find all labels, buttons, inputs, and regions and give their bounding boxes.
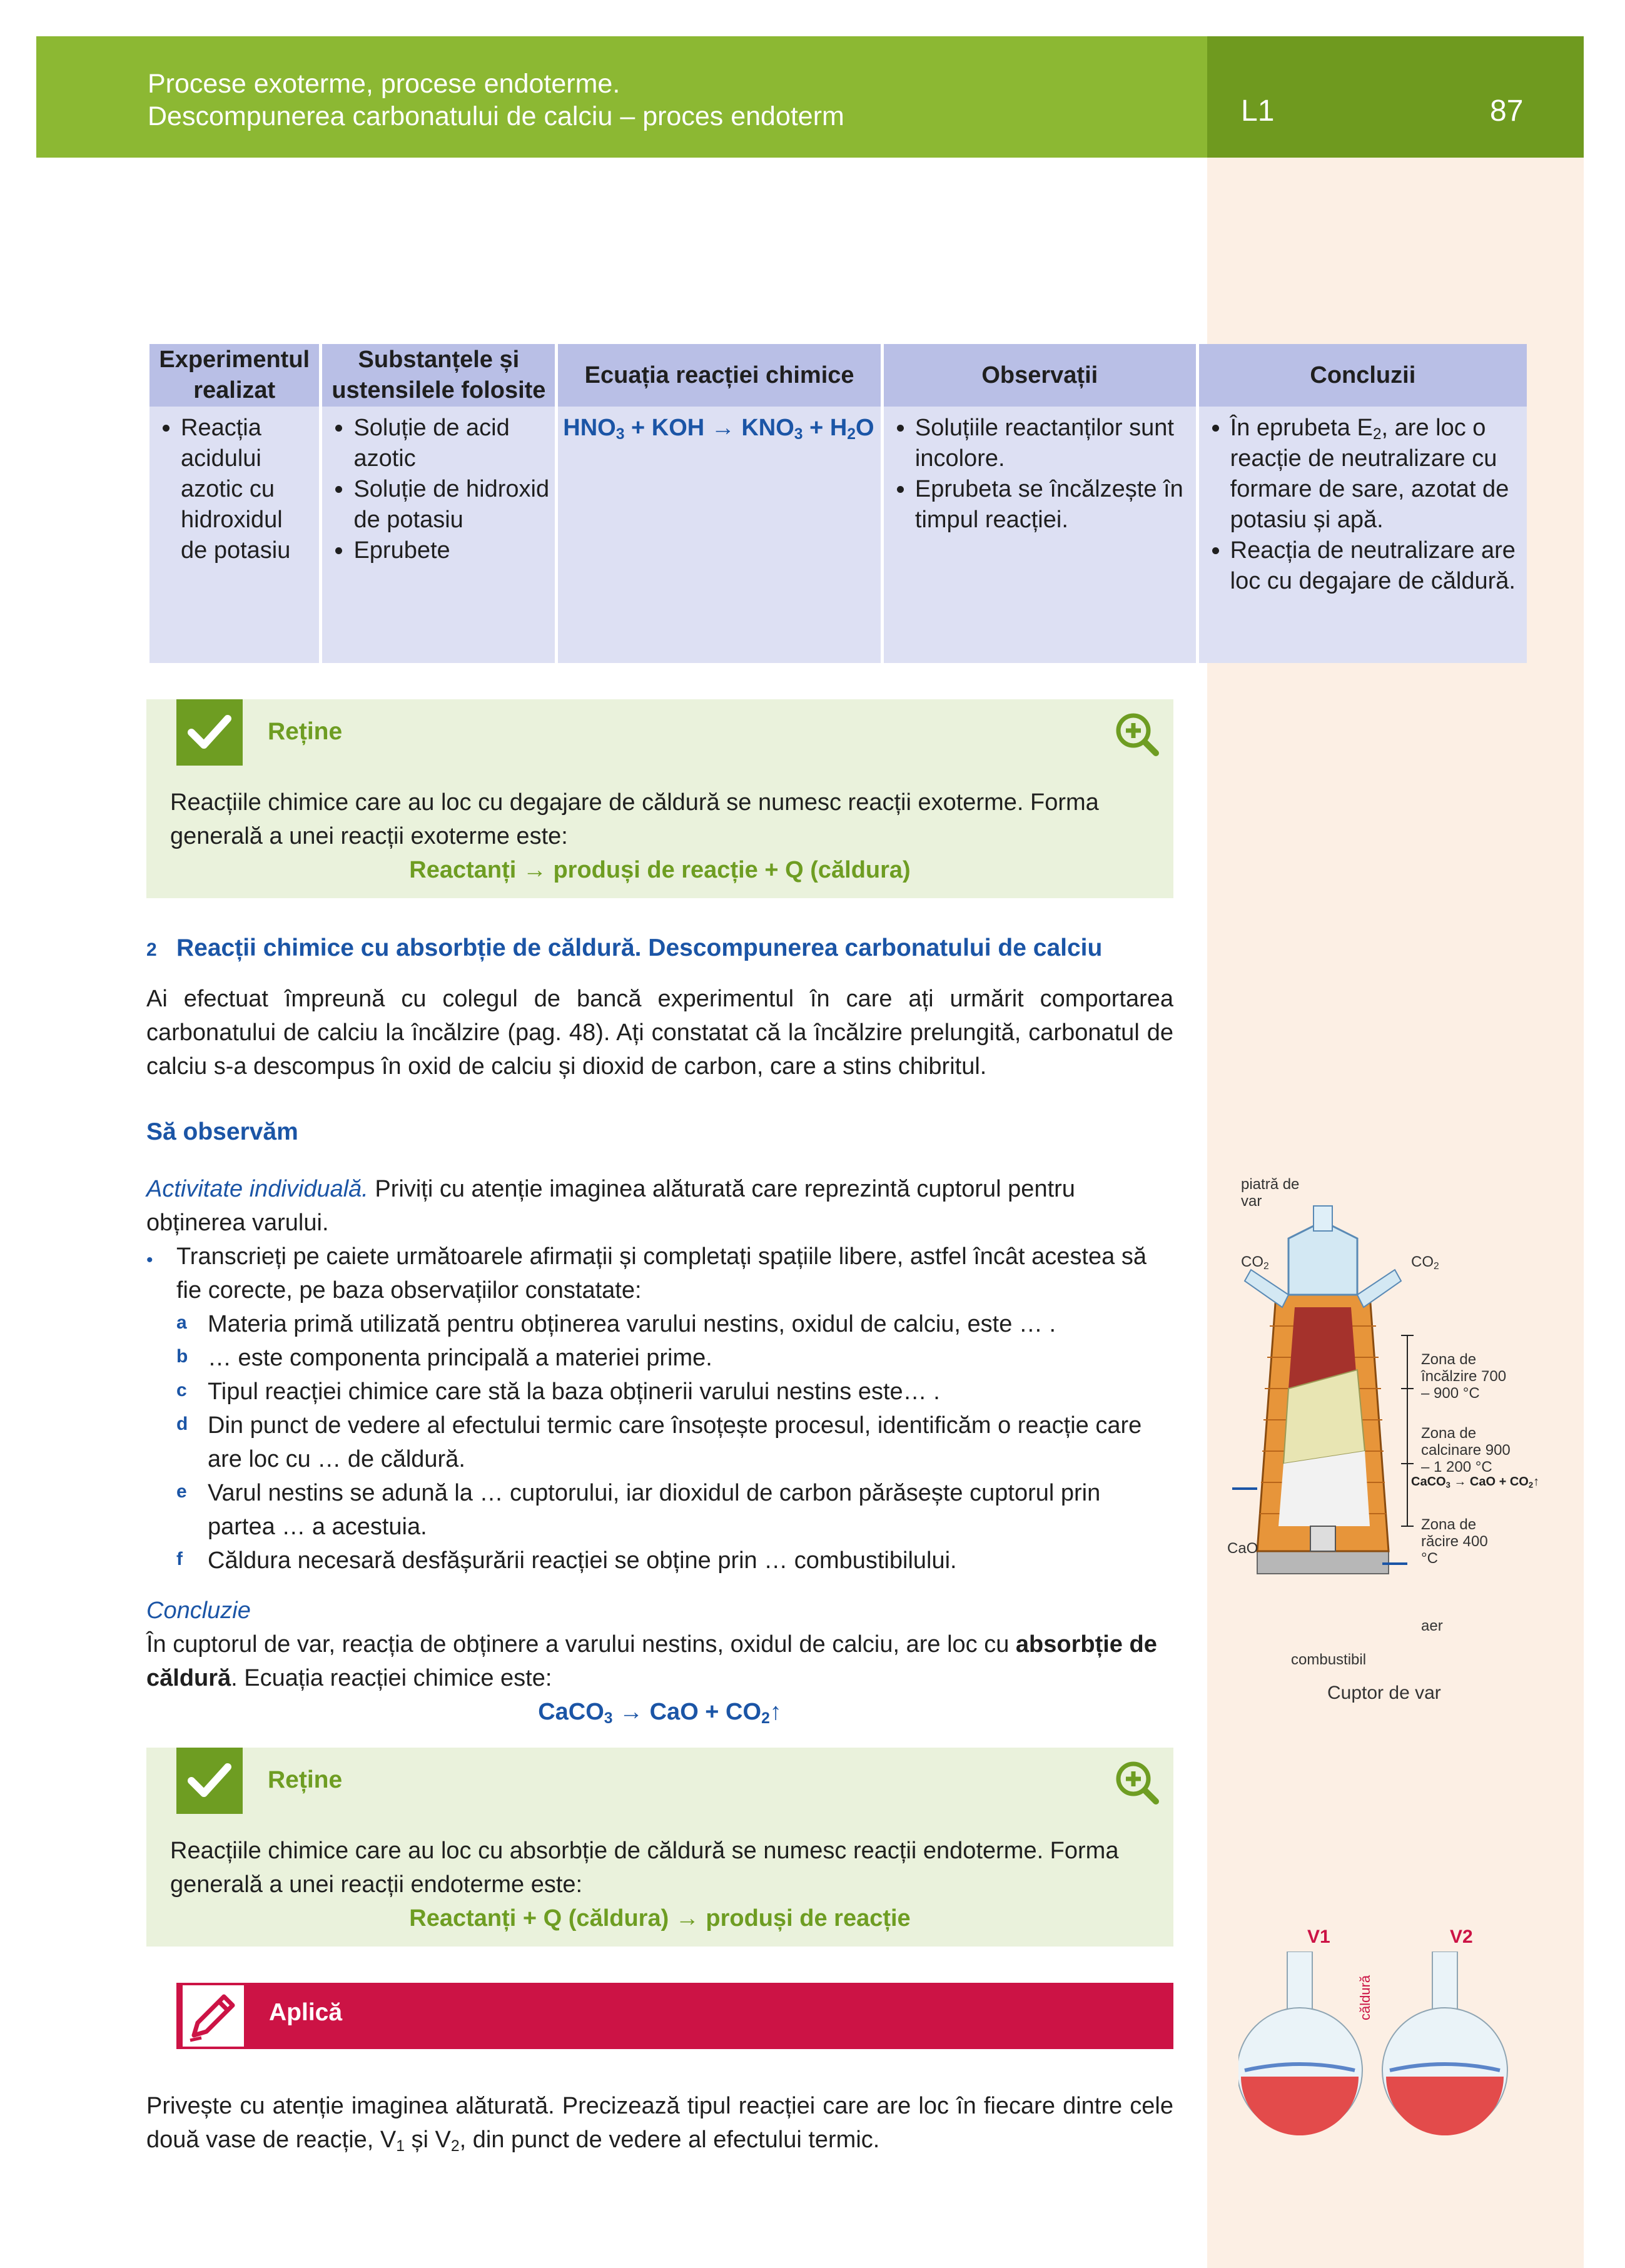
list-item: • În eprubeta $E_2$, are loc o reacție de neutralizare cu formare de sare, azotat de potasiu și apă. (1230, 413, 1522, 535)
kiln-caption: Cuptor de var (1327, 1683, 1441, 1703)
list-item: • Soluție de hidroxid de potasiu (353, 474, 550, 535)
aplica-gap (146, 1983, 176, 2049)
checkmark-icon (176, 699, 243, 766)
item-letter: e (176, 1481, 187, 1502)
activity-paragraph (146, 1172, 1173, 1240)
chapter-title (148, 68, 844, 133)
kiln-label-cao: CaO (1227, 1540, 1258, 1557)
section-intro: Ai efectuat împreună cu colegul de bancă experimentul în care ați urmărit comportarea carbonatului de calciu la încălzire (pag. 48). Ați constatat că la încălzire prelungită, carbonatul de calciu s-a descompus în oxid de calciu și dioxid de carbon, care a stins chibritul. (146, 986, 1173, 1080)
zoom-in-icon[interactable] (1113, 711, 1161, 761)
task-item: Căldura necesară desfășurării reacției se obține prin … combustibilului. (208, 1547, 957, 1574)
table-header: Observații (884, 344, 1196, 407)
pencil-icon (180, 1983, 246, 2049)
reaction-equation: $HNO_3$ + KOH → $KNO_3 + H_2O$ (563, 415, 874, 443)
table-header-row (149, 344, 1527, 407)
observations-cell (884, 407, 1196, 663)
table-header: Concluzii (1199, 344, 1527, 407)
page-number: 87 (1490, 94, 1524, 128)
kiln-zone-equation: CaCO$_3$ → CaO + $CO_2↑$ (1411, 1475, 1540, 1490)
substances-cell (322, 407, 555, 663)
lesson-label: L1 (1241, 94, 1275, 128)
list-item: • Eprubete (353, 535, 550, 566)
item-letter: a (176, 1312, 187, 1333)
reaction-vessels-figure (1238, 1952, 1526, 2145)
retine-title: Reține (268, 718, 343, 745)
item-letter: b (176, 1346, 188, 1367)
bullet-dot: • (146, 1250, 153, 1270)
list-item: • Reacția de neutralizare are loc cu degajare de căldură. (1230, 535, 1522, 597)
conclusion-text-b: . Ecuația reacției chimice este: (231, 1665, 552, 1691)
kiln-label-stone: piatră de var (1241, 1176, 1300, 1210)
retine-title: Reține (268, 1766, 343, 1793)
experiment-cell (149, 407, 319, 663)
table-header: Substanțele și ustensilele folosite (322, 344, 555, 407)
task-item: Varul nestins se adună la … cuptorului, iar dioxidul de carbon părăsește cuptorul prin partea … a acestuia. (208, 1480, 1101, 1540)
experiment-table (146, 344, 1530, 663)
list-item: • Soluțiile reactanților sunt incolore. (915, 413, 1191, 474)
conclusion-text-a: În cuptorul de var, reacția de obținere a varului nestins, oxidul de calciu, are loc cu (146, 1631, 1010, 1658)
retine-text: Reacțiile chimice care au loc cu absorbție de căldură se numesc reacții endoterme. Forma generală a unei reacții endoterme este: (170, 1838, 1119, 1898)
item-letter: f (176, 1549, 183, 1569)
cooling-zone (1278, 1451, 1370, 1526)
task-item: Din punct de vedere al efectului termic care însoțește procesul, identificăm o reacție care are loc cu … de căldură. (208, 1412, 1142, 1472)
section-title: Reacții chimice cu absorbție de căldură. Descompunerea carbonatului de calciu (176, 934, 1103, 961)
kiln-zone-heating: Zona de încălzire 700 – 900 °C (1421, 1351, 1507, 1402)
kiln-label-co2-left: $CO_2$ (1241, 1253, 1269, 1272)
list-item: • Soluție de acid azotic (353, 413, 550, 474)
kiln-zone-calcination: Zona de calcinare 900 – 1 200 °C (1421, 1425, 1511, 1476)
conclusion-equation: CaCO$_3$ → CaO + $CO_2↑$ (538, 1699, 782, 1728)
aplica-title: Aplică (269, 1999, 343, 2026)
conclusion-text-bold: absorbție de căldură (146, 1631, 1157, 1691)
flask-v1 (1238, 1952, 1362, 2135)
task-item: Tipul reacției chimice care stă la baza obținerii varului nestins este… . (208, 1379, 940, 1405)
kiln-label-co2-right: $CO_2$ (1411, 1253, 1439, 1272)
retine-text: Reacțiile chimice care au loc cu degajare de căldură se numesc reacții exoterme. Forma generală a unei reacții exoterme este: (170, 789, 1099, 849)
chapter-title-line1: Procese exoterme, procese endoterme. (148, 69, 620, 99)
section-number: 2 (146, 939, 157, 960)
aplica-text: Privește cu atenție imaginea alăturată. Precizează tipul reacției care are loc în fiecare dintre cele două vase de reacție, $V_1$ și $V_2$, din punct de vedere al efectului termic. (146, 2093, 1173, 2155)
task-item: … este componenta principală a materiei prime. (208, 1345, 712, 1371)
observe-heading: Să observăm (146, 1118, 298, 1145)
retine-formula: Reactanți → produși de reacție + Q (căldura) (409, 857, 911, 883)
vessel-label-v2: V2 (1450, 1926, 1473, 1947)
heat-label: căldură (1357, 1975, 1373, 2020)
list-item: • Eprubeta se încălzește în timpul reacției. (915, 474, 1191, 535)
activity-label: Activitate individuală. (146, 1176, 368, 1202)
kiln-zone-cooling: Zona de răcire 400 °C (1421, 1516, 1488, 1567)
conclusions-cell (1199, 407, 1527, 663)
task-bullet: Transcrieți pe caiete următoarele afirmații și completați spațiile libere, astfel încât acestea să fie corecte, pe baza observațiilor constatate: (176, 1243, 1147, 1304)
flask-v2 (1382, 1952, 1507, 2135)
activity-text: Priviți cu atenție imaginea alăturată care reprezintă cuptorul pentru obținerea varului. (146, 1176, 1075, 1236)
table-header: Experimentul realizat (149, 344, 319, 407)
kiln-label-fuel: combustibil (1291, 1651, 1367, 1668)
item-letter: c (176, 1380, 187, 1400)
kiln-label-air: aer (1421, 1617, 1443, 1634)
conclusion-heading: Concluzie (146, 1597, 251, 1624)
table-row (149, 407, 1527, 663)
task-item: Materia primă utilizată pentru obținerea varului nestins, oxidul de calciu, este … . (208, 1311, 1056, 1337)
table-header: Ecuația reacției chimice (558, 344, 881, 407)
checkmark-icon (176, 1748, 243, 1814)
vessel-label-v1: V1 (1307, 1926, 1330, 1947)
conclusion-text (146, 1628, 1173, 1695)
retine-formula: Reactanți + Q (căldura) → produși de reacție (409, 1905, 911, 1931)
zoom-in-icon[interactable] (1113, 1759, 1161, 1810)
item-letter: d (176, 1414, 188, 1434)
list-item: • Reacția acidului azotic cu hidroxidul de potasiu (181, 413, 314, 566)
equation-cell (558, 407, 881, 663)
chapter-title-line2: Descompunerea carbonatului de calciu – proces endoterm (148, 101, 844, 131)
